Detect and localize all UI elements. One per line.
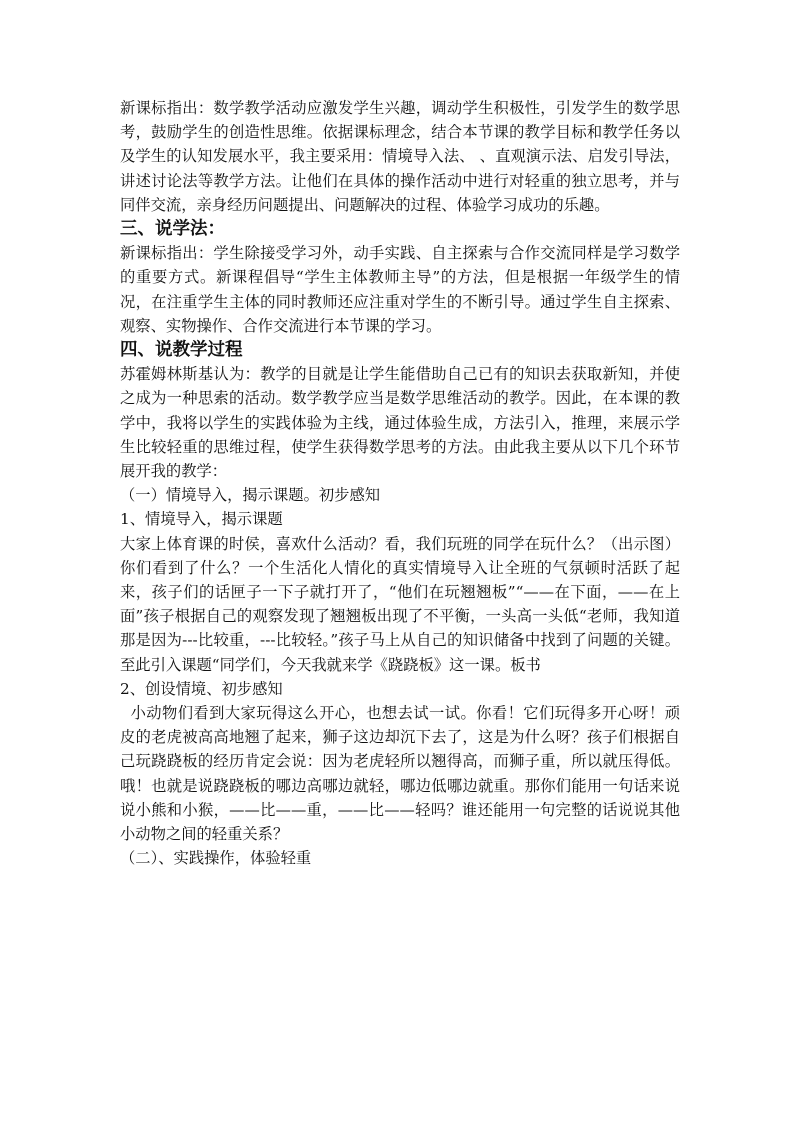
- method-paragraph: 新课标指出：数学教学活动应激发学生兴趣，调动学生积极性，引发学生的数学思考，鼓励学生的创造性思维。依据课标理念，结合本节课的教学目标和教学任务以及学生的认知发展水平，我主要采用：情境导入法、 、直观演示法、启发引导法，讲述讨论法等教学方法。让他们在具体的操作活动中进行对轻重的独立思考，并与同伴交流，亲身经历问题提出、问题解决的过程、体验学习成功的乐趣。: [120, 99, 680, 214]
- step-one-title: （一）情境导入，揭示课题。初步感知: [120, 486, 381, 505]
- substep-2-title: 2、创设情境、初步感知: [120, 679, 283, 698]
- substep-1-title: 1、情境导入，揭示课题: [120, 510, 283, 529]
- substep-1-paragraph: 大家上体育课的时侯，喜欢什么活动？看，我们玩班的同学在玩什么？（出示图）你们看到了什么？一个生活化人情化的真实情境导入让全班的气氛顿时活跃了起来，孩子们的话匣子一下子就打开了，“他们在玩翘翘板”“——在下面，——在上面”孩子根据自己的观察发现了翘翘板出现了不平衡，一头高一头低“老师，我知道那是因为---比较重，---比较轻。”孩子马上从自己的知识储备中找到了问题的关键。至此引入课题“同学们，今天我就来学《跷跷板》这一课。板书: [120, 534, 680, 674]
- study-method-paragraph: 新课标指出：学生除接受学习外，动手实践、自主探索与合作交流同样是学习数学的重要方式。新课程倡导“学生主体教师主导”的方法，但是根据一年级学生的情况，在注重学生主体的同时教师还应注重对学生的不断引导。通过学生自主探索、观察、实物操作、合作交流进行本节课的学习。: [120, 244, 680, 335]
- document-body: [120, 96, 680, 871]
- substep-2-paragraph: 小动物们看到大家玩得这么开心，也想去试一试。你看！它们玩得多开心呀！顽皮的老虎被高高地翘了起来，狮子这边却沉下去了，这是为什么呀？孩子们根据自己玩跷跷板的经历肯定会说：因为老虎轻所以翘得高，而狮子重，所以就压得低。哦！也就是说跷跷板的哪边高哪边就轻，哪边低哪边就重。那你们能用一句话来说说小熊和小猴，——比——重，——比——轻吗？谁还能用一句完整的话说说其他小动物之间的轻重关系？: [120, 704, 680, 844]
- section-heading-study-method: 三、说学法：: [120, 219, 225, 240]
- teaching-process-paragraph: 苏霍姆林斯基认为：教学的目就是让学生能借助自己已有的知识去获取新知，并使之成为一种思索的活动。数学教学应当是数学思维活动的教学。因此，在本课的教学中，我将以学生的实践体验为主线，通过体验生成，方法引入，推理，来展示学生比较轻重的思维过程，使学生获得数学思考的方法。由此我主要从以下几个环节展开我的教学：: [120, 365, 680, 481]
- section-heading-teaching-process: 四、说教学过程: [120, 340, 243, 361]
- step-two-title: （二）、实践操作，体验轻重: [120, 849, 312, 868]
